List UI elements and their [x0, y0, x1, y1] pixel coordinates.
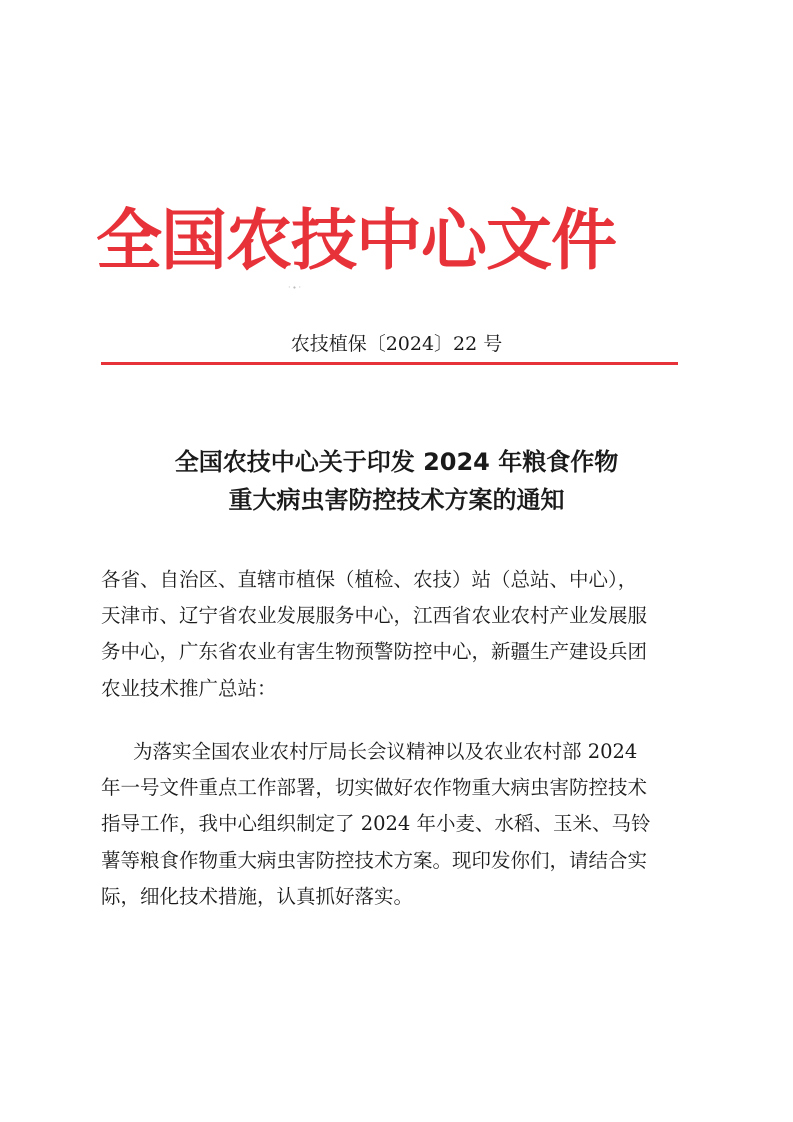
- addressee-line: 各省、自治区、直辖市植保（植检、农技）站（总站、中心），: [101, 568, 638, 591]
- addressee-line: 天津市、辽宁省农业发展服务中心，江西省农业农村产业发展服: [101, 604, 648, 628]
- notice-title-line-2: 重大病虫害防控技术方案的通知: [228, 486, 565, 514]
- body-line: 指导工作，我中心组织制定了 2024 年小麦、水稻、玉米、马铃: [101, 812, 651, 836]
- document-number: 农技植保〔2024〕22 号: [290, 333, 503, 355]
- body-line: 际，细化技术措施，认真抓好落实。: [101, 884, 414, 908]
- body-line: 为落实全国农业农村厅局长会议精神以及农业农村部 2024: [133, 740, 638, 763]
- notice-title-line-1: 全国农技中心关于印发 2024 年粮食作物: [174, 448, 619, 476]
- addressee-block: [101, 562, 701, 707]
- addressee-line: 农业技术推广总站：: [101, 676, 277, 700]
- red-divider-line: [101, 362, 678, 365]
- body-paragraph: [101, 734, 701, 915]
- body-line: 薯等粮食作物重大病虫害防控技术方案。现印发你们，请结合实: [101, 848, 648, 872]
- addressee-line: 务中心，广东省农业有害生物预警防控中心，新疆生产建设兵团: [101, 640, 648, 664]
- issuer-header-title: 全国农技中心文件: [96, 202, 616, 279]
- body-line: 年一号文件重点工作部署，切实做好农作物重大病虫害防控技术: [101, 776, 648, 800]
- scan-artifact: ·∙·: [288, 283, 304, 292]
